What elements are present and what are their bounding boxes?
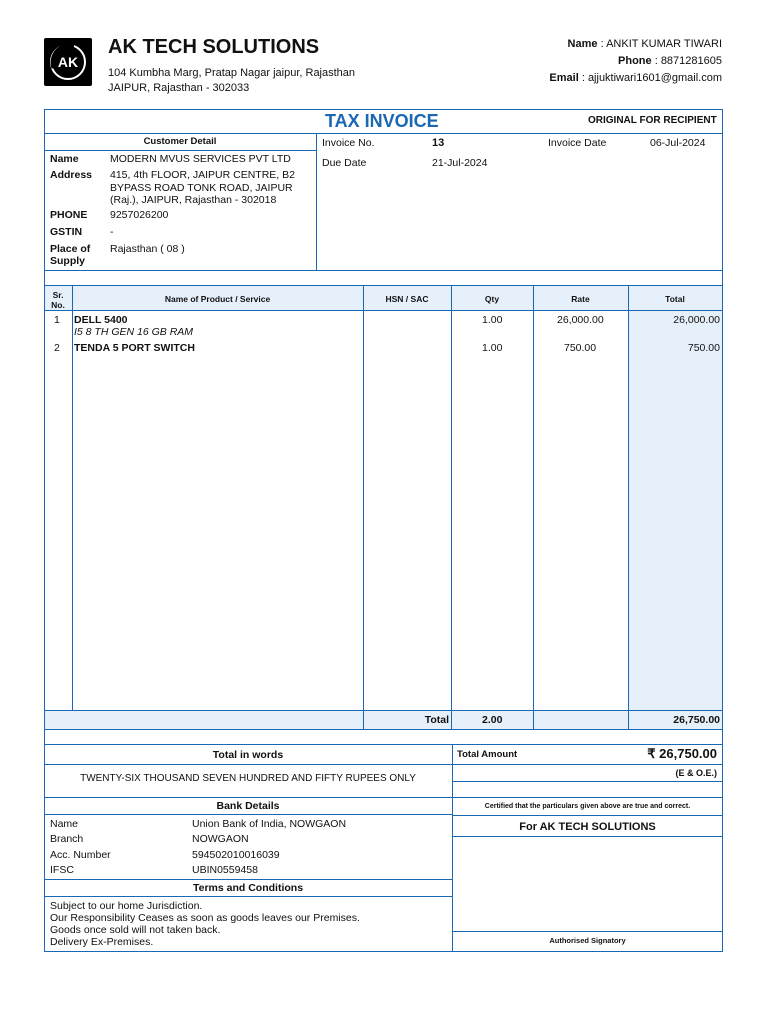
- bank-ifsc: UBIN0559458: [192, 864, 258, 876]
- due-date: 21-Jul-2024: [432, 157, 488, 169]
- total-amount: 26,750.00: [673, 714, 720, 726]
- col-name-header: Name of Product / Service: [164, 294, 271, 304]
- item-qty: 1.00: [482, 342, 503, 354]
- customer-address-label: Address: [50, 169, 93, 181]
- invoice-date-label: Invoice Date: [548, 137, 607, 149]
- bank-name: Union Bank of India, NOWGAON: [192, 818, 347, 830]
- col-qty-header: Qty: [484, 294, 500, 304]
- bank-account-number: 594502010016039: [192, 849, 280, 861]
- invoice-date: 06-Jul-2024: [650, 137, 706, 149]
- col-total-header: Total: [665, 294, 685, 304]
- item-name: DELL 5400: [74, 314, 128, 326]
- item-description: I5 8 TH GEN 16 GB RAM: [74, 326, 194, 338]
- contact-block: Name : ANKIT KUMAR TIWARI Phone : 8871281605 Email : ajjuktiwari1601@gmail.com: [549, 38, 722, 84]
- customer-name-label: Name: [50, 153, 79, 165]
- customer-phone: 9257026200: [110, 209, 169, 221]
- total-qty: 2.00: [482, 714, 503, 726]
- certification-text: Certified that the particulars given above are true and correct.: [484, 803, 691, 810]
- invoice-no-label: Invoice No.: [322, 137, 375, 149]
- authorised-signatory: Authorised Signatory: [549, 936, 626, 945]
- list-item: Our Responsibility Ceases as soon as goods leaves our Premises.: [50, 912, 360, 924]
- item-name: TENDA 5 PORT SWITCH: [74, 342, 195, 354]
- item-qty: 1.00: [482, 314, 503, 326]
- customer-gstin-label: GSTIN: [50, 226, 83, 238]
- item-total: 26,000.00: [673, 314, 720, 326]
- total-label: Total: [424, 714, 449, 726]
- terms-header: Terms and Conditions: [192, 882, 304, 894]
- for-company: For AK TECH SOLUTIONS: [519, 821, 656, 833]
- col-sr-header: Sr. No.: [51, 290, 65, 310]
- bank-details-header: Bank Details: [216, 800, 280, 812]
- invoice-no: 13: [432, 137, 445, 149]
- item-rate: 26,000.00: [557, 314, 604, 326]
- place-of-supply-label: Place of Supply: [50, 243, 91, 267]
- item-rate: 750.00: [564, 342, 597, 354]
- customer-phone-label: PHONE: [50, 209, 88, 221]
- total-amount-label: Total Amount: [457, 749, 518, 760]
- ak-logo-icon: [44, 38, 92, 86]
- eoe-note: (E & O.E.): [675, 768, 717, 778]
- total-in-words: TWENTY-SIX THOUSAND SEVEN HUNDRED AND FIFTY RUPEES ONLY: [80, 773, 416, 784]
- item-total: 750.00: [687, 342, 720, 354]
- customer-name: MODERN MVUS SERVICES PVT LTD: [110, 153, 291, 165]
- invoice-title: TAX INVOICE: [325, 111, 439, 131]
- customer-address: 415, 4th FLOOR, JAIPUR CENTRE, B2 BYPASS ROAD TONK ROAD, JAIPUR (Raj.), JAIPUR, Rajasthan - 302018: [110, 169, 295, 206]
- col-hsn-header: HSN / SAC: [385, 294, 429, 304]
- terms-list: [50, 900, 360, 948]
- list-item: Delivery Ex-Premises.: [50, 936, 154, 948]
- company-name: AK TECH SOLUTIONS: [108, 36, 320, 58]
- total-in-words-header: Total in words: [212, 749, 284, 761]
- copy-label: ORIGINAL FOR RECIPIENT: [588, 115, 717, 126]
- bank-branch: NOWGAON: [192, 833, 249, 845]
- company-address: 104 Kumbha Marg, Pratap Nagar jaipur, Rajasthan JAIPUR, Rajasthan - 302033: [108, 67, 356, 94]
- company-logo: [44, 38, 92, 86]
- col-rate-header: Rate: [571, 294, 590, 304]
- due-date-label: Due Date: [322, 157, 367, 169]
- list-item: Goods once sold will not taken back.: [50, 924, 221, 936]
- svg-text:AK: AK: [57, 54, 79, 70]
- place-of-supply: Rajasthan ( 08 ): [110, 243, 185, 255]
- total-amount-value: ₹ 26,750.00: [647, 746, 717, 761]
- list-item: Subject to our home Jurisdiction.: [50, 900, 203, 912]
- customer-detail-header: Customer Detail: [143, 136, 217, 147]
- customer-gstin: -: [110, 226, 114, 238]
